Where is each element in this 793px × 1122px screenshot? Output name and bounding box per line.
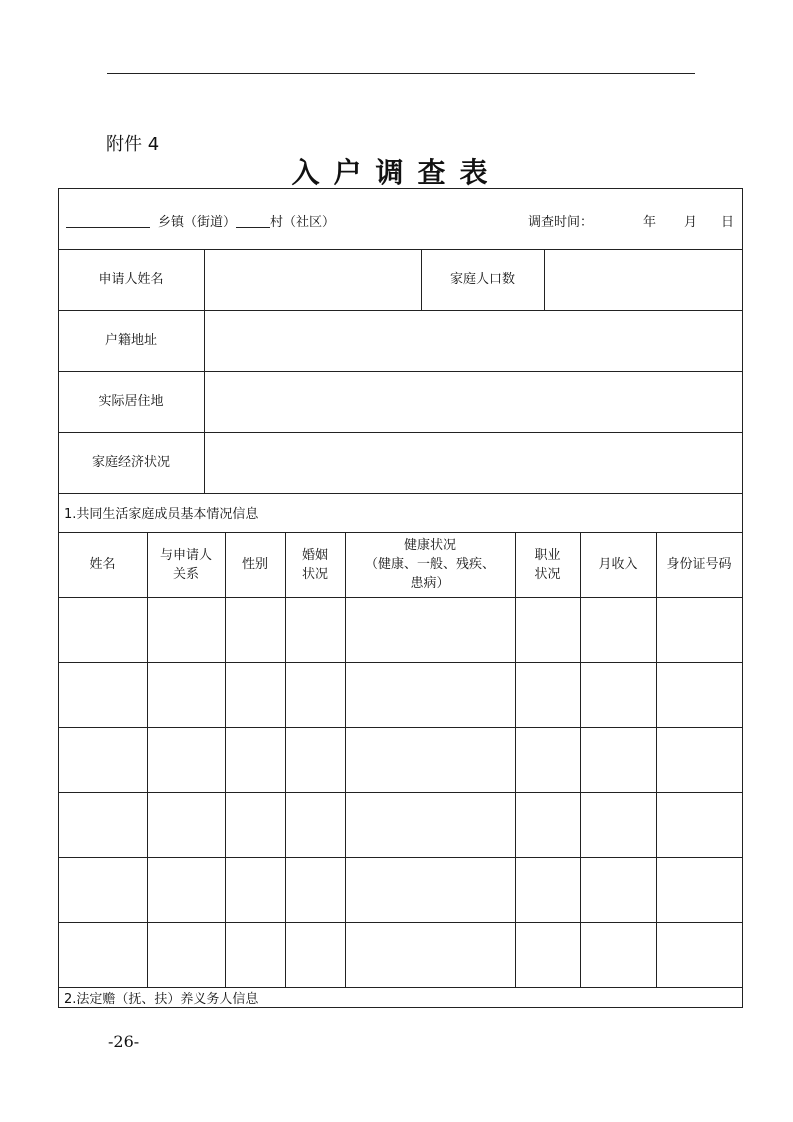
table-row[interactable]: [58, 792, 742, 857]
table-row[interactable]: [58, 727, 742, 792]
col-income: 月收入: [598, 557, 638, 572]
household-size-label: 家庭人口数: [449, 272, 515, 287]
town-label: 乡镇（街道）: [158, 214, 237, 230]
table-row[interactable]: [58, 597, 742, 662]
applicant-name-label: 申请人姓名: [98, 272, 164, 287]
col-marital: 婚姻 状况: [301, 547, 328, 582]
col-id-number: 身份证号码: [666, 557, 732, 572]
economic-status-field[interactable]: [204, 432, 742, 493]
page-title: 入户调查表: [291, 156, 502, 189]
col-relation: 与申请人 关系: [159, 547, 212, 582]
top-rule: [107, 73, 695, 74]
table-row[interactable]: [58, 662, 742, 727]
section2-title: 2.法定赡（抚、扶）养义务人信息: [64, 991, 259, 1007]
table-row[interactable]: [58, 857, 742, 922]
registered-address-field[interactable]: [204, 310, 742, 371]
day-label: 日: [721, 214, 735, 230]
col-health: 健康状况 （健康、一般、残疾、 患病）: [364, 538, 495, 591]
col-gender: 性别: [241, 557, 268, 572]
date-label: 调查时间：: [528, 214, 594, 230]
year-label: 年: [643, 214, 657, 230]
registered-address-label: 户籍地址: [104, 333, 157, 348]
household-size-field[interactable]: [544, 249, 742, 310]
applicant-name-field[interactable]: [204, 249, 421, 310]
table-row[interactable]: [58, 922, 742, 987]
village-label: 村（社区）: [270, 214, 336, 230]
economic-status-label: 家庭经济状况: [91, 455, 170, 470]
town-blank[interactable]: [66, 213, 150, 228]
month-label: 月: [684, 214, 698, 230]
actual-residence-field[interactable]: [204, 371, 742, 432]
attachment-label: 附件 4: [106, 134, 160, 155]
survey-date: [528, 210, 734, 230]
col-occupation: 职业 状况: [534, 547, 561, 582]
page-number: -26-: [108, 1032, 140, 1051]
section1-title: 1.共同生活家庭成员基本情况信息: [64, 507, 259, 522]
actual-residence-label: 实际居住地: [98, 394, 164, 409]
header-row: [66, 210, 335, 230]
col-name: 姓名: [89, 557, 116, 572]
village-blank[interactable]: [236, 213, 270, 228]
